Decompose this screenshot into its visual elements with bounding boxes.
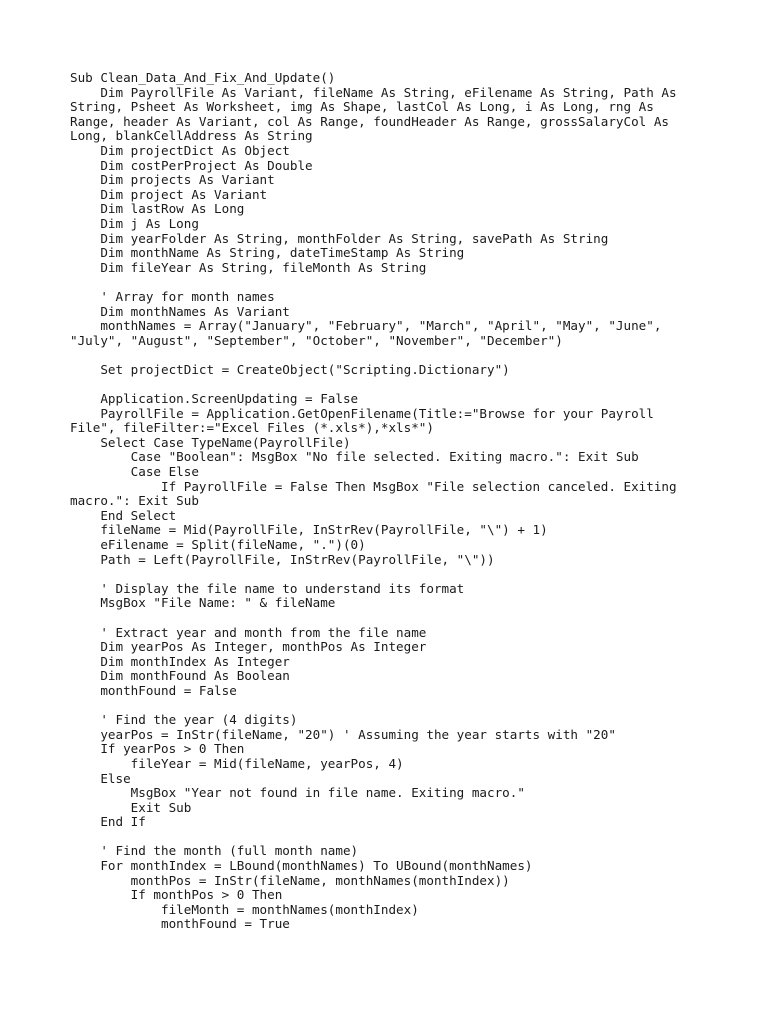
code-listing bbox=[70, 71, 690, 932]
code-line: Dim PayrollFile As Variant, fileName As String, eFilename As String, Path As bbox=[70, 84, 677, 100]
code-line: MsgBox "File Name: " & fileName bbox=[70, 595, 336, 611]
code-line: ' Find the year (4 digits) bbox=[70, 712, 298, 728]
code-line: yearPos = InStr(fileName, "20") ' Assuming the year starts with "20" bbox=[70, 726, 616, 742]
code-line: Dim project As Variant bbox=[70, 186, 268, 202]
code-line: PayrollFile = Application.GetOpenFilename(Title:="Browse for your Payroll bbox=[70, 405, 654, 421]
code-line: fileYear = Mid(fileName, yearPos, 4) bbox=[70, 755, 404, 771]
code-line bbox=[70, 830, 690, 845]
code-line: Long, blankCellAddress As String bbox=[70, 128, 313, 144]
code-line bbox=[70, 611, 690, 626]
code-line bbox=[70, 699, 690, 714]
code-line: Set projectDict = CreateObject("Scripting.Dictionary") bbox=[70, 361, 510, 377]
code-line: Sub Clean_Data_And_Fix_And_Update() bbox=[70, 70, 336, 85]
code-line: Dim costPerProject As Double bbox=[70, 157, 313, 173]
code-line: MsgBox "Year not found in file name. Exiting macro." bbox=[70, 785, 525, 801]
code-line: Dim monthNames As Variant bbox=[70, 303, 290, 319]
code-line: Dim monthIndex As Integer bbox=[70, 653, 290, 669]
code-line: End If bbox=[70, 814, 146, 830]
code-line: fileMonth = monthNames(monthIndex) bbox=[70, 901, 419, 917]
code-line: For monthIndex = LBound(monthNames) To UBound(monthNames) bbox=[70, 858, 533, 874]
code-line: Case "Boolean": MsgBox "No file selected. Exiting macro.": Exit Sub bbox=[70, 449, 639, 465]
code-line: Dim yearFolder As String, monthFolder As String, savePath As String bbox=[70, 230, 609, 246]
code-line: Range, header As Variant, col As Range, foundHeader As Range, grossSalaryCol As bbox=[70, 113, 669, 129]
code-line: macro.": Exit Sub bbox=[70, 493, 199, 509]
code-line: "July", "August", "September", "October", "November", "December") bbox=[70, 332, 563, 348]
code-line: Dim yearPos As Integer, monthPos As Integer bbox=[70, 639, 427, 655]
code-line: ' Find the month (full month name) bbox=[70, 843, 359, 859]
code-line: Dim lastRow As Long bbox=[70, 201, 245, 217]
code-line: Case Else bbox=[70, 464, 199, 480]
code-line: If monthPos > 0 Then bbox=[70, 887, 283, 903]
code-line: Select Case TypeName(PayrollFile) bbox=[70, 434, 351, 450]
code-line: String, Psheet As Worksheet, img As Shape, lastCol As Long, i As Long, rng As bbox=[70, 99, 654, 115]
code-line: monthNames = Array("January", "February", "March", "April", "May", "June", bbox=[70, 318, 662, 334]
code-line bbox=[70, 567, 690, 582]
code-line: End Select bbox=[70, 507, 177, 523]
code-line: If PayrollFile = False Then MsgBox "File selection canceled. Exiting bbox=[70, 478, 677, 494]
code-line: File", fileFilter:="Excel Files (*.xls*),*xls*") bbox=[70, 420, 434, 436]
code-line: Dim projectDict As Object bbox=[70, 142, 290, 158]
code-line: monthPos = InStr(fileName, monthNames(monthIndex)) bbox=[70, 872, 510, 888]
code-line: Dim monthFound As Boolean bbox=[70, 668, 290, 684]
code-line: Path = Left(PayrollFile, InStrRev(PayrollFile, "\")) bbox=[70, 551, 495, 567]
code-line bbox=[70, 348, 690, 363]
code-line: eFilename = Split(fileName, ".")(0) bbox=[70, 537, 366, 552]
code-line: Dim projects As Variant bbox=[70, 172, 275, 188]
code-line: If yearPos > 0 Then bbox=[70, 741, 245, 757]
code-line: ' Display the file name to understand its format bbox=[70, 580, 465, 596]
code-line: fileName = Mid(PayrollFile, InStrRev(PayrollFile, "\") + 1) bbox=[70, 522, 548, 538]
code-line: monthFound = True bbox=[70, 916, 290, 932]
code-line: monthFound = False bbox=[70, 682, 237, 698]
code-line: ' Array for month names bbox=[70, 288, 275, 304]
code-line bbox=[70, 275, 690, 290]
code-line: Dim fileYear As String, fileMonth As String bbox=[70, 259, 427, 275]
code-line: Exit Sub bbox=[70, 799, 192, 815]
code-line: Dim monthName As String, dateTimeStamp As String bbox=[70, 245, 465, 261]
code-line: Application.ScreenUpdating = False bbox=[70, 391, 359, 407]
code-line: Else bbox=[70, 770, 131, 786]
code-line: Dim j As Long bbox=[70, 215, 199, 231]
code-line bbox=[70, 377, 690, 392]
code-line: ' Extract year and month from the file name bbox=[70, 624, 427, 640]
